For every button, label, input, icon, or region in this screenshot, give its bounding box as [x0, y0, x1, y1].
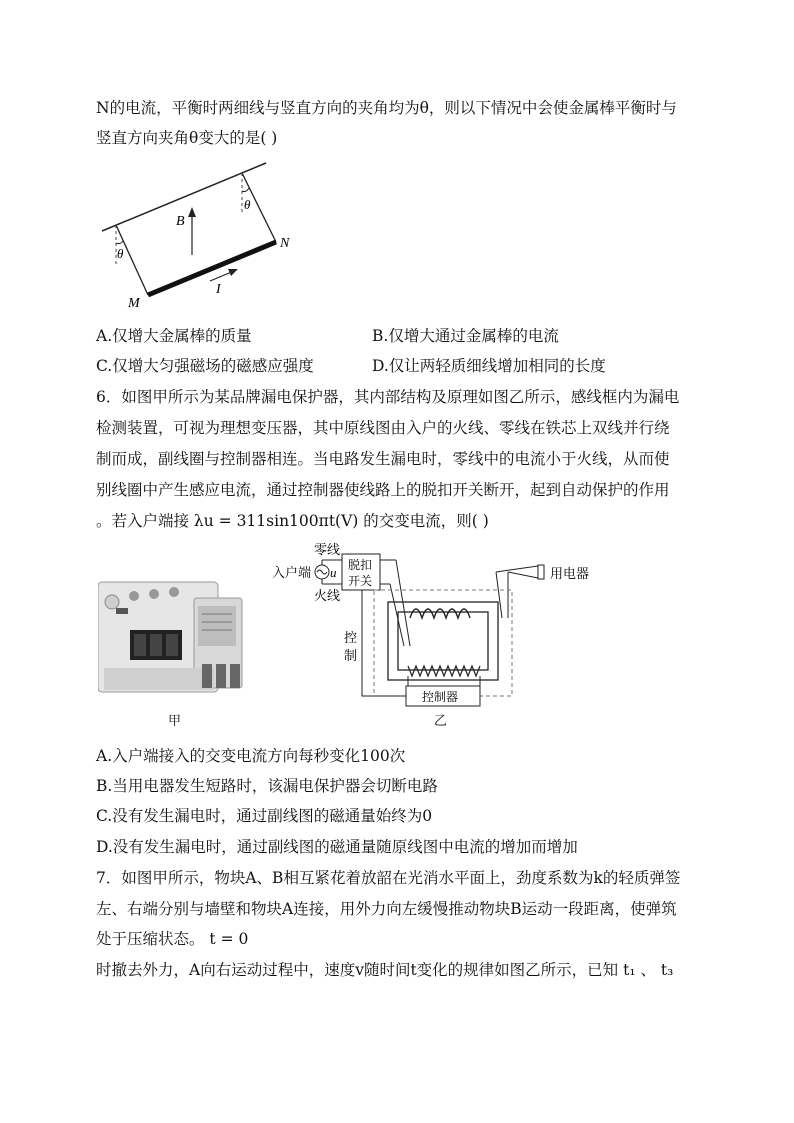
q6-option-b: B.当用电器发生短路时，该漏电保护器会切断电路 — [96, 777, 438, 795]
q6-iron-core-inner — [398, 612, 488, 670]
q6-label-lingxian: 零线 — [314, 542, 341, 557]
q6-option-d: D.没有发生漏电时，通过副线图的磁通量随原线图中电流的增加而增加 — [96, 838, 578, 856]
q6-label-ruhuduan: 入户端 — [272, 565, 312, 580]
q6-label-tuokou-1: 脱扣 — [348, 558, 373, 572]
q5-label-n: N — [280, 236, 290, 251]
q5-b-arrowhead — [188, 207, 196, 217]
q6-secondary-coil — [408, 666, 480, 676]
q6-label-u: u — [330, 565, 337, 580]
q6-label-zhi: 制 — [344, 648, 358, 663]
q7-line-3: 处于压缩状态。 t = 0 — [96, 930, 249, 948]
q5-label-i: I — [216, 282, 221, 297]
q6-line-1: 6．如图甲所示为某品牌漏电保护器，其内部结构及原理如图乙所示，感线框内为漏电 — [96, 388, 680, 406]
q5-option-b: B.仅增大通过金属棒的电流 — [372, 327, 559, 345]
q6-figure-yi-circuit — [270, 538, 600, 716]
q5-option-a: A.仅增大金属棒的质量 — [96, 327, 252, 345]
q5-angle-arc-right — [242, 188, 249, 192]
q5-option-d: D.仅让两轻质细线增加相同的长度 — [372, 357, 606, 375]
q6-line-4: 别线圈中产生感应电流，通过控制器使线路上的脱扣开关断开，起到自动保护的作用 — [96, 481, 670, 499]
q6-figure-yi-caption: 乙 — [434, 714, 448, 729]
q7-line-2: 左、右端分别与墙壁和物块A连接，用外力向左缓慢推动物块B运动一段距离，使弹筑 — [96, 900, 677, 918]
q5-angle-arc-left — [116, 241, 123, 244]
q6-line-2: 检测装置，可视为理想变压器，其中原线图由入户的火线、零线在铁芯上双线并行绕 — [96, 419, 670, 437]
q6-label-yongdianqi: 用电器 — [550, 566, 590, 581]
q6-label-tuokou-2: 开关 — [348, 574, 373, 588]
q5-figure — [96, 155, 306, 315]
q6-label-huxian: 火线 — [314, 588, 341, 603]
q6-option-a: A.入户端接入的交变电流方向每秒变化100次 — [96, 747, 406, 765]
q7-line-1: 7．如图甲所示，物块A、B相互紧花着放韶在光消水平面上，劲度系数为k的轻质弹签 — [96, 869, 681, 887]
q5-label-b: B — [176, 214, 185, 229]
q6-figure-jia-caption: 甲 — [168, 714, 182, 729]
q5-label-m: M — [128, 296, 140, 311]
q6-label-kongzhiqi: 控制器 — [422, 690, 459, 704]
q6-option-c: C.没有发生漏电时，通过副线图的磁通量始终为0 — [96, 807, 433, 825]
q5-current-arrowhead — [228, 269, 238, 276]
q5-label-theta-left: θ — [117, 246, 124, 261]
q5-option-c: C.仅增大匀强磁场的磁感应强度 — [96, 357, 314, 375]
q6-primary-coil — [410, 609, 470, 618]
q5-line-1: N的电流，平衡时两细线与竖直方向的夹角均为θ，则以下情况中会使金属棒平衡时与 — [96, 99, 677, 117]
q6-appliance — [538, 565, 544, 579]
q5-label-theta-right: θ — [244, 197, 251, 212]
q6-line-3: 制而成，副线圈与控制器相连。当电路发生漏电时，零线中的电流小于火线，从而使 — [96, 450, 670, 468]
q5-metal-rod — [148, 242, 276, 295]
q6-label-kong: 控 — [344, 630, 358, 645]
q7-line-4: 时撤去外力，A向右运动过程中，速度v随时间t变化的规律如图乙所示，已知 t₁ 、 t₃ — [96, 961, 674, 979]
q5-line-2: 竖直方向夹角θ变大的是( ) — [96, 129, 278, 147]
q6-line-5: 。若入户端接 λu = 311sin100πt(V) 的交变电流，则( ) — [96, 512, 489, 530]
q6-figure-jia-photo — [98, 578, 248, 708]
